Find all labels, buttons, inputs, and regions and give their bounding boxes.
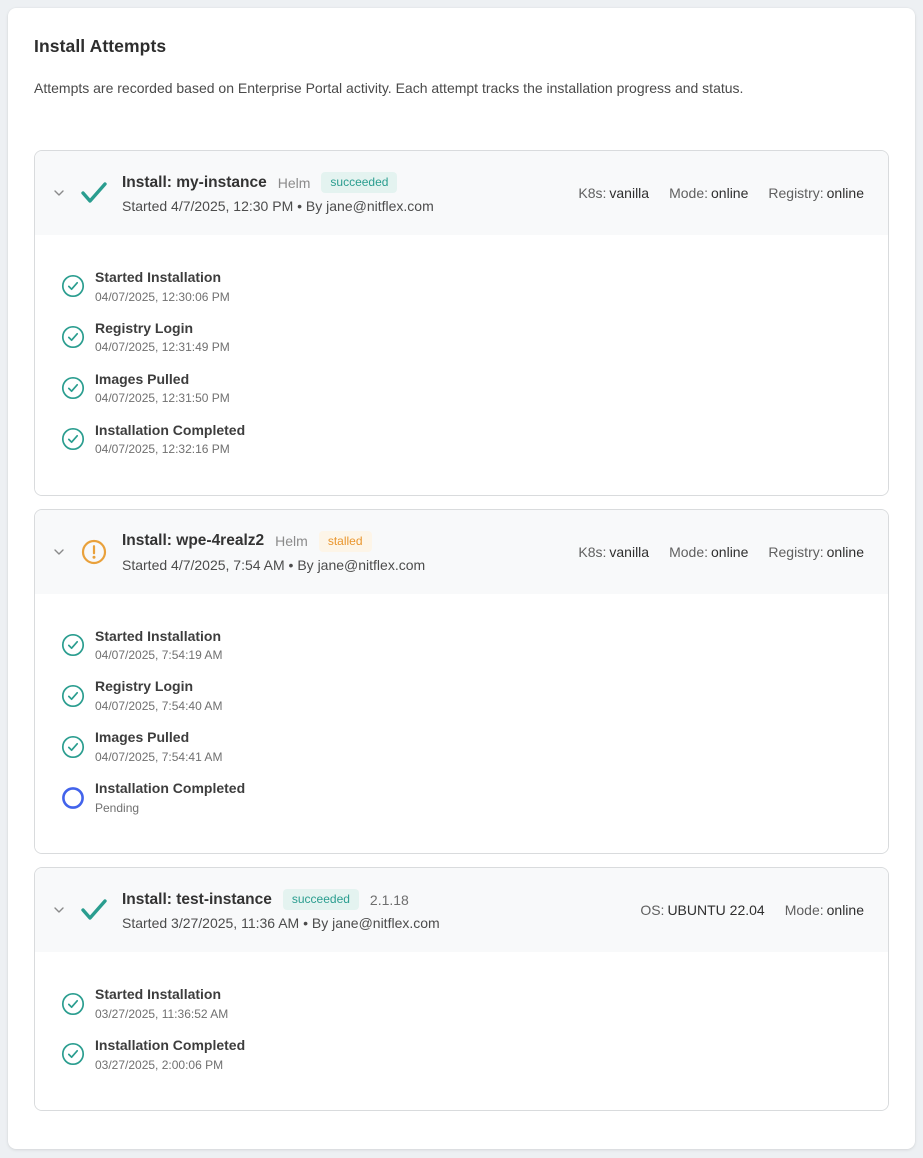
pending-circle-icon — [61, 786, 85, 810]
attempt-card-header[interactable] — [35, 510, 888, 594]
attempt-steps — [35, 235, 888, 495]
attempt-card-header[interactable] — [35, 868, 888, 952]
meta-label: K8s: — [578, 185, 607, 201]
attempt-subtitle: Started 4/7/2025, 7:54 AM • By jane@nitflex.com — [122, 556, 426, 573]
meta-label: OS: — [640, 902, 665, 919]
timeline-step — [61, 371, 864, 406]
step-title: Started Installation — [95, 986, 222, 1003]
status-badge: stalled — [319, 531, 372, 552]
attempt-type-label: Helm — [277, 174, 311, 191]
check-circle-icon — [61, 427, 85, 451]
meta-item — [768, 185, 864, 201]
timeline-step — [61, 1037, 864, 1072]
step-title: Registry Login — [95, 319, 194, 336]
attempt-meta — [640, 902, 864, 918]
step-title: Started Installation — [95, 627, 222, 644]
meta-item — [578, 185, 649, 201]
meta-value: online — [826, 543, 864, 560]
check-circle-icon — [61, 376, 85, 400]
chevron-down-icon[interactable] — [52, 189, 66, 197]
attempts-list — [34, 150, 889, 1111]
meta-value: UBUNTU 22.04 — [667, 902, 765, 919]
attempt-card — [34, 867, 889, 1111]
chevron-down-icon[interactable] — [52, 548, 66, 556]
attempt-subtitle: Started 3/27/2025, 11:36 AM • By jane@nitflex.com — [122, 915, 440, 932]
attempt-card — [34, 509, 889, 855]
attempt-type-label: Helm — [275, 533, 308, 550]
status-badge: succeeded — [321, 172, 397, 193]
attempt-card — [34, 150, 889, 496]
status-badge: succeeded — [283, 889, 359, 910]
step-time: 03/27/2025, 11:36:52 AM — [95, 1006, 229, 1021]
check-circle-icon — [61, 735, 85, 759]
step-time: 04/07/2025, 7:54:41 AM — [95, 749, 223, 764]
meta-label: Mode: — [669, 543, 709, 560]
meta-item — [669, 185, 748, 201]
attempt-subtitle: Started 4/7/2025, 12:30 PM • By jane@nitflex.com — [122, 198, 434, 214]
meta-label: Registry: — [768, 185, 824, 201]
timeline-step — [61, 320, 864, 355]
check-circle-icon — [61, 325, 85, 349]
step-time: 04/07/2025, 12:30:06 PM — [95, 289, 230, 304]
step-time: 04/07/2025, 12:32:16 PM — [95, 442, 230, 457]
attempt-card-header[interactable] — [35, 151, 888, 235]
timeline-step — [61, 729, 864, 764]
step-time: 03/27/2025, 2:00:06 PM — [95, 1057, 224, 1072]
meta-value: online — [826, 902, 864, 919]
meta-value: vanilla — [609, 543, 650, 560]
step-time: 04/07/2025, 7:54:19 AM — [95, 648, 223, 663]
timeline-step — [61, 678, 864, 713]
chevron-down-icon[interactable] — [52, 906, 66, 914]
attempt-title: Install: test-instance — [122, 890, 272, 908]
meta-item — [578, 544, 649, 560]
check-circle-icon — [61, 633, 85, 657]
meta-label: Mode: — [784, 902, 824, 919]
step-title: Registry Login — [95, 678, 194, 695]
meta-item — [669, 544, 748, 560]
meta-label: Mode: — [669, 185, 709, 201]
meta-label: K8s: — [578, 543, 607, 560]
meta-value: online — [711, 543, 749, 560]
meta-value: online — [826, 185, 864, 201]
check-icon — [79, 181, 109, 205]
step-time: Pending — [95, 800, 140, 815]
timeline-step — [61, 422, 864, 457]
check-icon — [79, 898, 109, 922]
check-circle-icon — [61, 684, 85, 708]
step-title: Installation Completed — [95, 421, 246, 438]
meta-value: online — [711, 185, 749, 201]
step-title: Images Pulled — [95, 370, 190, 387]
check-circle-icon — [61, 274, 85, 298]
meta-label: Registry: — [768, 543, 824, 560]
meta-value: vanilla — [609, 185, 650, 201]
meta-item — [785, 902, 864, 918]
attempt-meta — [578, 185, 864, 201]
page-title: Install Attempts — [34, 36, 167, 56]
step-title: Started Installation — [95, 269, 222, 285]
step-time: 04/07/2025, 12:31:50 PM — [95, 391, 230, 406]
step-title: Images Pulled — [95, 729, 190, 746]
check-circle-icon — [61, 1042, 85, 1066]
attempt-title: Install: wpe-4realz2 — [122, 532, 265, 550]
meta-item — [640, 902, 764, 918]
attempt-steps — [35, 952, 888, 1110]
page-description: Attempts are recorded based on Enterprise Portal activity. Each attempt tracks the installation progress and status. — [34, 80, 744, 96]
step-time: 04/07/2025, 7:54:40 AM — [95, 698, 223, 713]
meta-item — [768, 544, 864, 560]
attempt-version: 2.1.18 — [369, 891, 409, 908]
attempt-title: Install: my-instance — [122, 173, 267, 191]
step-title: Installation Completed — [95, 1037, 246, 1054]
step-title: Installation Completed — [95, 780, 246, 797]
timeline-step — [61, 986, 864, 1021]
install-attempts-panel — [8, 8, 915, 1149]
check-circle-icon — [61, 992, 85, 1016]
timeline-step — [61, 628, 864, 663]
timeline-step — [61, 780, 864, 815]
attempt-meta — [578, 544, 864, 560]
step-time: 04/07/2025, 12:31:49 PM — [95, 340, 230, 355]
attempt-steps — [35, 594, 888, 854]
timeline-step — [61, 269, 864, 304]
alert-circle-icon — [81, 539, 107, 565]
